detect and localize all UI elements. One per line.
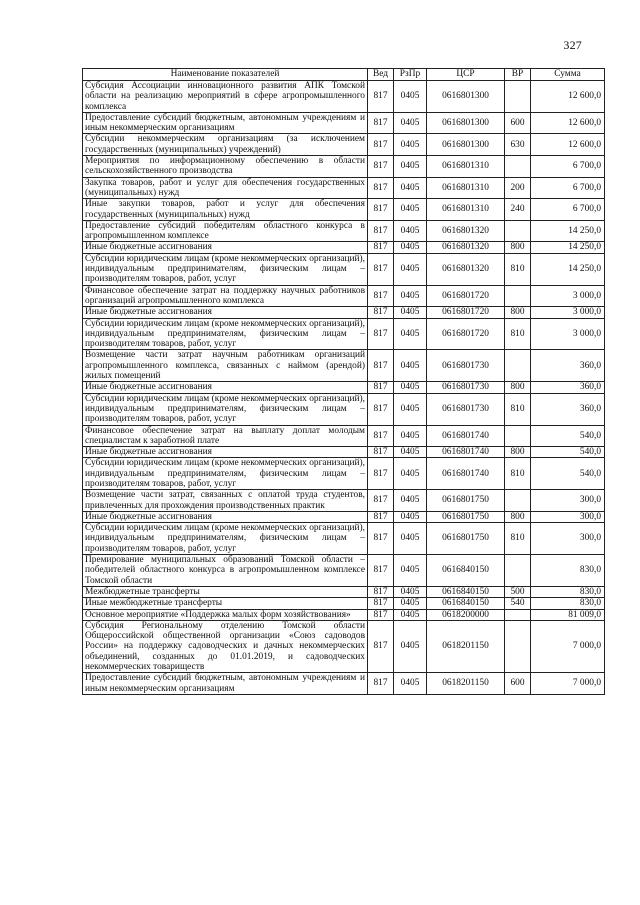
cell-vr: 810 xyxy=(505,393,531,425)
table-row xyxy=(83,134,605,156)
cell-name: Финансовое обеспечение затрат на выплату доплат молодым специалистам к заработной плате xyxy=(83,425,368,447)
cell-csr: 0618201150 xyxy=(427,620,505,672)
cell-sum: 6 700,0 xyxy=(531,177,605,199)
cell-vr: 540 xyxy=(505,598,531,609)
cell-ved: 817 xyxy=(368,609,394,620)
cell-rzpr: 0405 xyxy=(394,350,427,382)
cell-rzpr: 0405 xyxy=(394,285,427,307)
cell-name: Иные бюджетные ассигнования xyxy=(83,511,368,522)
cell-csr: 0616801720 xyxy=(427,318,505,350)
cell-ved: 817 xyxy=(368,156,394,178)
table-body xyxy=(83,81,605,695)
cell-vr: 600 xyxy=(505,673,531,695)
table-row xyxy=(83,458,605,490)
cell-csr: 0616801720 xyxy=(427,307,505,318)
cell-sum: 6 700,0 xyxy=(531,156,605,178)
cell-sum: 81 009,0 xyxy=(531,609,605,620)
cell-csr: 0616801300 xyxy=(427,81,505,113)
cell-vr: 810 xyxy=(505,318,531,350)
cell-name: Предоставление субсидий победителям областного конкурса в агропромышленном комплексе xyxy=(83,220,368,242)
cell-ved: 817 xyxy=(368,81,394,113)
table-header-row xyxy=(83,69,605,81)
cell-name: Финансовое обеспечение затрат на поддержку научных работников организаций агропромышленного комплекса xyxy=(83,285,368,307)
cell-csr: 0616801300 xyxy=(427,112,505,134)
cell-sum: 7 000,0 xyxy=(531,620,605,672)
table-row xyxy=(83,350,605,382)
cell-vr xyxy=(505,620,531,672)
cell-sum: 360,0 xyxy=(531,350,605,382)
cell-name: Предоставление субсидий бюджетным, автономным учреждениям и иным некоммерческим организациям xyxy=(83,112,368,134)
cell-csr: 0616801740 xyxy=(427,447,505,458)
cell-sum: 3 000,0 xyxy=(531,307,605,318)
cell-sum: 830,0 xyxy=(531,598,605,609)
cell-vr: 200 xyxy=(505,177,531,199)
cell-ved: 817 xyxy=(368,350,394,382)
header-name: Наименование показателей xyxy=(83,69,368,81)
cell-ved: 817 xyxy=(368,620,394,672)
cell-name: Возмещение части затрат, связанных с оплатой труда студентов, привлеченных для прохождения производственных практик xyxy=(83,490,368,512)
cell-csr: 0616801720 xyxy=(427,285,505,307)
cell-sum: 360,0 xyxy=(531,382,605,393)
cell-ved: 817 xyxy=(368,673,394,695)
cell-sum: 540,0 xyxy=(531,447,605,458)
cell-vr xyxy=(505,490,531,512)
cell-vr xyxy=(505,425,531,447)
cell-ved: 817 xyxy=(368,490,394,512)
cell-ved: 817 xyxy=(368,586,394,597)
cell-ved: 817 xyxy=(368,242,394,253)
table-row xyxy=(83,81,605,113)
table-row xyxy=(83,318,605,350)
cell-rzpr: 0405 xyxy=(394,555,427,587)
table-row xyxy=(83,609,605,620)
cell-name: Иные межбюджетные трансферты xyxy=(83,598,368,609)
cell-rzpr: 0405 xyxy=(394,156,427,178)
cell-rzpr: 0405 xyxy=(394,490,427,512)
cell-name: Мероприятия по информационному обеспечению в области сельскохозяйственного производства xyxy=(83,156,368,178)
cell-rzpr: 0405 xyxy=(394,425,427,447)
table-row xyxy=(83,523,605,555)
cell-name: Иные бюджетные ассигнования xyxy=(83,447,368,458)
cell-ved: 817 xyxy=(368,177,394,199)
cell-vr xyxy=(505,220,531,242)
cell-name: Субсидии юридическим лицам (кроме некоммерческих организаций), индивидуальным предпринимателям, физическим лицам – производителям товаров, работ, услуг xyxy=(83,523,368,555)
cell-name: Иные бюджетные ассигнования xyxy=(83,242,368,253)
cell-name: Субсидии юридическим лицам (кроме некоммерческих организаций), индивидуальным предпринимателям, физическим лицам – производителям товаров, работ, услуг xyxy=(83,253,368,285)
cell-vr xyxy=(505,609,531,620)
cell-rzpr: 0405 xyxy=(394,511,427,522)
cell-ved: 817 xyxy=(368,511,394,522)
cell-name: Субсидии юридическим лицам (кроме некоммерческих организаций), индивидуальным предпринимателям, физическим лицам – производителям товаров, работ, услуг xyxy=(83,318,368,350)
cell-sum: 300,0 xyxy=(531,511,605,522)
table-row xyxy=(83,112,605,134)
cell-csr: 0616801750 xyxy=(427,523,505,555)
cell-rzpr: 0405 xyxy=(394,609,427,620)
cell-vr: 630 xyxy=(505,134,531,156)
cell-vr: 600 xyxy=(505,112,531,134)
cell-csr: 0616801310 xyxy=(427,199,505,221)
cell-vr: 810 xyxy=(505,458,531,490)
cell-rzpr: 0405 xyxy=(394,242,427,253)
cell-ved: 817 xyxy=(368,253,394,285)
cell-name: Иные бюджетные ассигнования xyxy=(83,382,368,393)
cell-csr: 0616801320 xyxy=(427,242,505,253)
cell-name: Субсидии некоммерческим организациям (за исключением государственных (муниципальных) учреждений) xyxy=(83,134,368,156)
header-sum: Сумма xyxy=(531,69,605,81)
cell-csr: 0616801300 xyxy=(427,134,505,156)
header-csr: ЦСР xyxy=(427,69,505,81)
cell-ved: 817 xyxy=(368,555,394,587)
cell-name: Закупка товаров, работ и услуг для обеспечения государственных (муниципальных) нужд xyxy=(83,177,368,199)
cell-rzpr: 0405 xyxy=(394,199,427,221)
table-row xyxy=(83,199,605,221)
page-number: 327 xyxy=(563,38,582,52)
cell-rzpr: 0405 xyxy=(394,318,427,350)
cell-rzpr: 0405 xyxy=(394,307,427,318)
cell-sum: 14 250,0 xyxy=(531,242,605,253)
table-row xyxy=(83,220,605,242)
table-row xyxy=(83,156,605,178)
cell-rzpr: 0405 xyxy=(394,586,427,597)
cell-name: Иные бюджетные ассигнования xyxy=(83,307,368,318)
cell-csr: 0616801310 xyxy=(427,156,505,178)
cell-vr: 800 xyxy=(505,242,531,253)
cell-rzpr: 0405 xyxy=(394,458,427,490)
cell-ved: 817 xyxy=(368,523,394,555)
cell-name: Межбюджетные трансферты xyxy=(83,586,368,597)
cell-rzpr: 0405 xyxy=(394,81,427,113)
cell-csr: 0616801730 xyxy=(427,393,505,425)
cell-sum: 830,0 xyxy=(531,555,605,587)
cell-ved: 817 xyxy=(368,458,394,490)
cell-csr: 0616801730 xyxy=(427,350,505,382)
cell-name: Премирование муниципальных образований Томской области – победителей областного конкурса в агропромышленном комплексе Томской области xyxy=(83,555,368,587)
cell-ved: 817 xyxy=(368,382,394,393)
header-rzpr: РзПр xyxy=(394,69,427,81)
table-row xyxy=(83,586,605,597)
cell-ved: 817 xyxy=(368,112,394,134)
cell-sum: 540,0 xyxy=(531,425,605,447)
cell-sum: 14 250,0 xyxy=(531,253,605,285)
cell-sum: 6 700,0 xyxy=(531,199,605,221)
cell-name: Иные закупки товаров, работ и услуг для обеспечения государственных (муниципальных) нужд xyxy=(83,199,368,221)
cell-rzpr: 0405 xyxy=(394,382,427,393)
table-row xyxy=(83,253,605,285)
cell-ved: 817 xyxy=(368,425,394,447)
cell-ved: 817 xyxy=(368,199,394,221)
cell-ved: 817 xyxy=(368,393,394,425)
cell-vr: 800 xyxy=(505,447,531,458)
cell-rzpr: 0405 xyxy=(394,673,427,695)
cell-rzpr: 0405 xyxy=(394,220,427,242)
table-row xyxy=(83,382,605,393)
cell-rzpr: 0405 xyxy=(394,393,427,425)
cell-vr xyxy=(505,350,531,382)
header-vr: ВР xyxy=(505,69,531,81)
cell-name: Предоставление субсидий бюджетным, автономным учреждениям и иным некоммерческим организациям xyxy=(83,673,368,695)
cell-rzpr: 0405 xyxy=(394,112,427,134)
cell-rzpr: 0405 xyxy=(394,177,427,199)
cell-vr: 800 xyxy=(505,382,531,393)
cell-vr xyxy=(505,81,531,113)
table-row xyxy=(83,425,605,447)
table-row xyxy=(83,673,605,695)
cell-csr: 0616801320 xyxy=(427,253,505,285)
cell-csr: 0618201150 xyxy=(427,673,505,695)
cell-rzpr: 0405 xyxy=(394,134,427,156)
cell-ved: 817 xyxy=(368,220,394,242)
cell-sum: 830,0 xyxy=(531,586,605,597)
cell-csr: 0616801730 xyxy=(427,382,505,393)
cell-ved: 817 xyxy=(368,285,394,307)
cell-ved: 817 xyxy=(368,318,394,350)
cell-sum: 3 000,0 xyxy=(531,318,605,350)
cell-vr: 500 xyxy=(505,586,531,597)
cell-sum: 7 000,0 xyxy=(531,673,605,695)
cell-vr: 800 xyxy=(505,307,531,318)
budget-table xyxy=(82,68,605,695)
cell-csr: 0616840150 xyxy=(427,598,505,609)
cell-vr xyxy=(505,555,531,587)
cell-name: Возмещение части затрат научным работникам организаций агропромышленного комплекса, связанных с наймом (арендой) жилых помещений xyxy=(83,350,368,382)
cell-vr xyxy=(505,156,531,178)
table-row xyxy=(83,555,605,587)
cell-rzpr: 0405 xyxy=(394,447,427,458)
table-row xyxy=(83,447,605,458)
cell-sum: 300,0 xyxy=(531,490,605,512)
table-row xyxy=(83,620,605,672)
cell-rzpr: 0405 xyxy=(394,598,427,609)
cell-rzpr: 0405 xyxy=(394,620,427,672)
table-row xyxy=(83,285,605,307)
cell-name: Субсидии юридическим лицам (кроме некоммерческих организаций), индивидуальным предпринимателям, физическим лицам – производителям товаров, работ, услуг xyxy=(83,458,368,490)
cell-csr: 0616801740 xyxy=(427,425,505,447)
cell-rzpr: 0405 xyxy=(394,523,427,555)
cell-rzpr: 0405 xyxy=(394,253,427,285)
cell-csr: 0616801740 xyxy=(427,458,505,490)
table-row xyxy=(83,307,605,318)
cell-sum: 12 600,0 xyxy=(531,134,605,156)
table-row xyxy=(83,598,605,609)
cell-ved: 817 xyxy=(368,598,394,609)
cell-csr: 0616801310 xyxy=(427,177,505,199)
cell-sum: 12 600,0 xyxy=(531,81,605,113)
cell-sum: 540,0 xyxy=(531,458,605,490)
table-row xyxy=(83,177,605,199)
cell-name: Субсидия Ассоциации инновационного развития АПК Томской области на реализацию мероприятий в сфере агропромышленного комплекса xyxy=(83,81,368,113)
cell-sum: 3 000,0 xyxy=(531,285,605,307)
cell-csr: 0616801750 xyxy=(427,490,505,512)
cell-ved: 817 xyxy=(368,447,394,458)
cell-name: Основное мероприятие «Поддержка малых форм хозяйствования» xyxy=(83,609,368,620)
cell-sum: 360,0 xyxy=(531,393,605,425)
cell-vr: 800 xyxy=(505,511,531,522)
cell-ved: 817 xyxy=(368,134,394,156)
table-row xyxy=(83,490,605,512)
table-row xyxy=(83,511,605,522)
table-row xyxy=(83,242,605,253)
cell-vr: 810 xyxy=(505,523,531,555)
cell-csr: 0616801320 xyxy=(427,220,505,242)
header-ved: Вед xyxy=(368,69,394,81)
cell-sum: 300,0 xyxy=(531,523,605,555)
table-row xyxy=(83,393,605,425)
cell-csr: 0616840150 xyxy=(427,586,505,597)
cell-vr: 240 xyxy=(505,199,531,221)
cell-vr: 810 xyxy=(505,253,531,285)
cell-ved: 817 xyxy=(368,307,394,318)
cell-csr: 0618200000 xyxy=(427,609,505,620)
cell-name: Субсидия Региональному отделению Томской области Общероссийской общественной организации «Союз садоводов России» на поддержку садоводческих и дачных некоммерческих объединений, созданных до 01.01.2019, и садоводческих некоммерческих товариществ xyxy=(83,620,368,672)
cell-vr xyxy=(505,285,531,307)
cell-sum: 14 250,0 xyxy=(531,220,605,242)
cell-sum: 12 600,0 xyxy=(531,112,605,134)
cell-name: Субсидии юридическим лицам (кроме некоммерческих организаций), индивидуальным предпринимателям, физическим лицам – производителям товаров, работ, услуг xyxy=(83,393,368,425)
cell-csr: 0616801750 xyxy=(427,511,505,522)
cell-csr: 0616840150 xyxy=(427,555,505,587)
